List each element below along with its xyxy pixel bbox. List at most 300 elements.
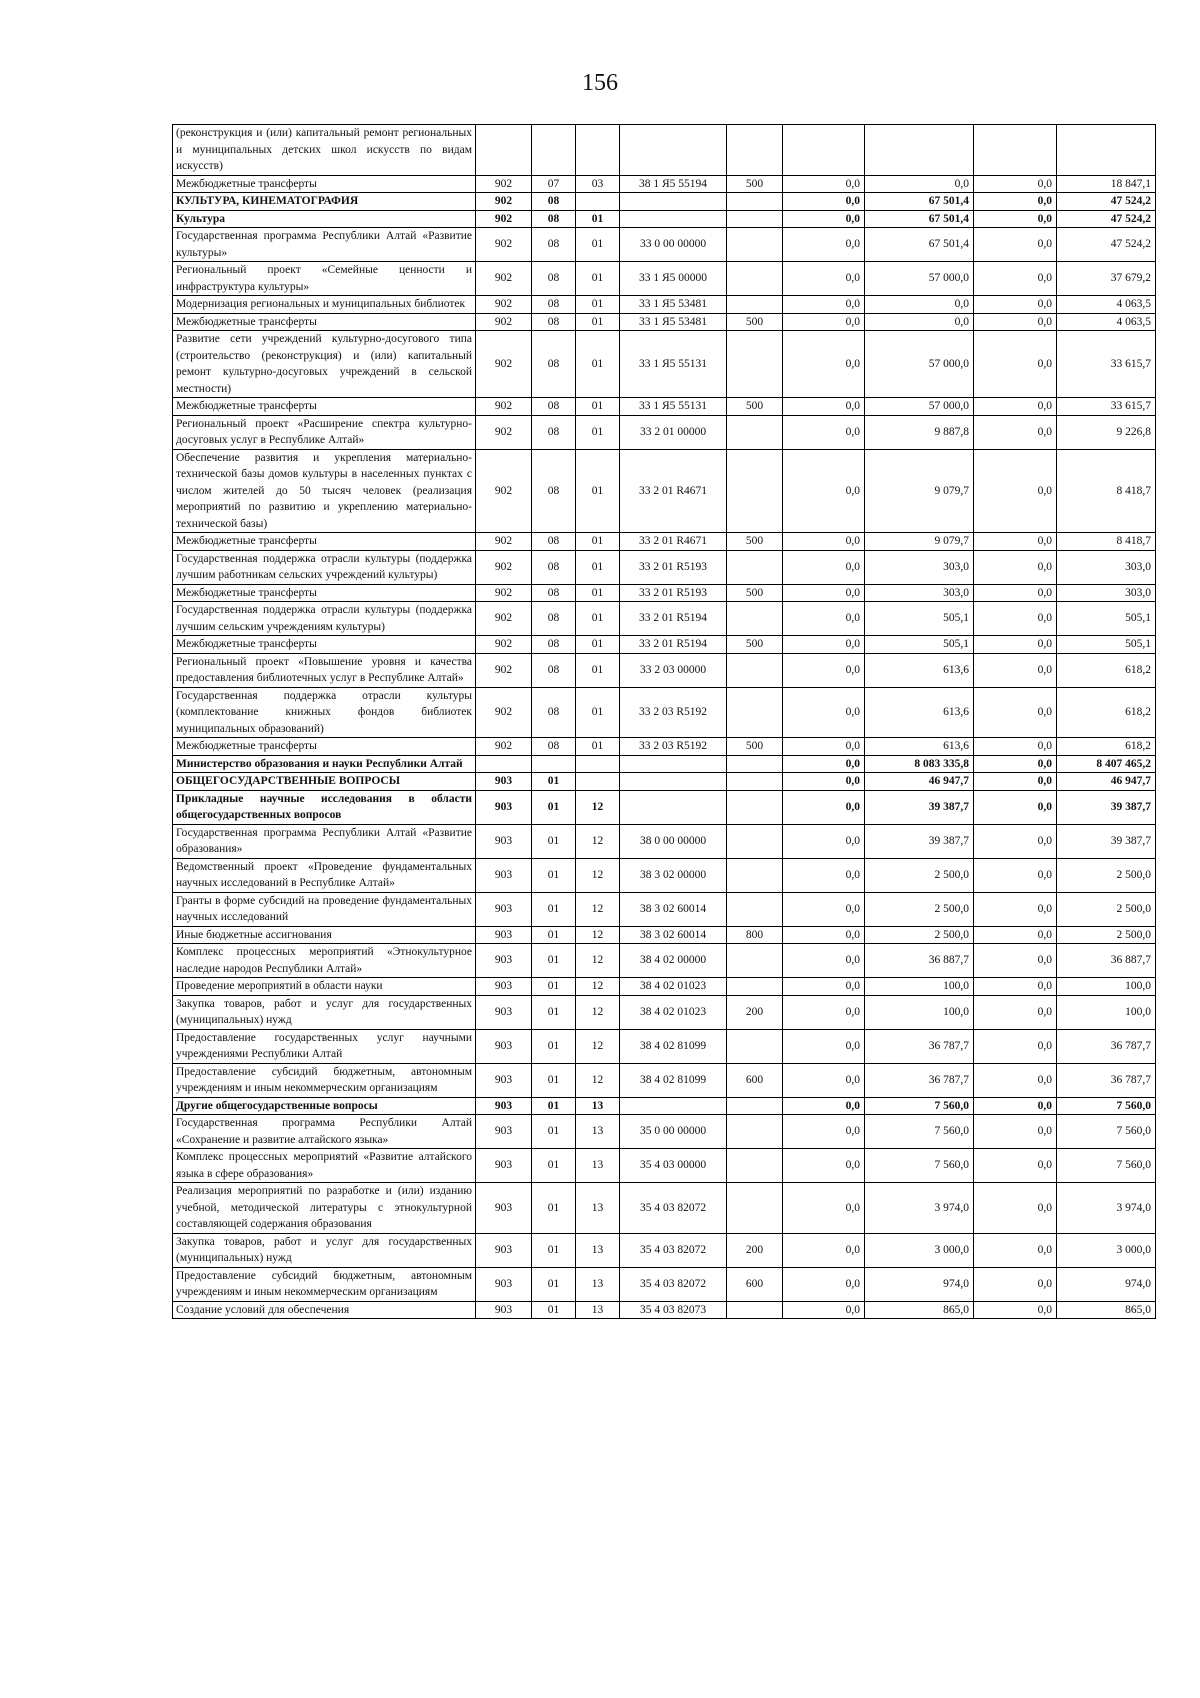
cell-target-article: 33 2 01 R5193 (620, 550, 727, 584)
cell-ministry-code: 903 (476, 892, 532, 926)
cell-amount-4: 36 787,7 (1057, 1063, 1156, 1097)
cell-amount-3: 0,0 (974, 1301, 1057, 1319)
cell-amount-3: 0,0 (974, 755, 1057, 773)
cell-name: Региональный проект «Семейные ценности и инфраструктура культуры» (173, 262, 476, 296)
cell-section: 08 (532, 331, 576, 398)
cell-name: ОБЩЕГОСУДАРСТВЕННЫЕ ВОПРОСЫ (173, 773, 476, 791)
cell-amount-1: 0,0 (783, 210, 865, 228)
cell-amount-4: 303,0 (1057, 550, 1156, 584)
cell-name: Закупка товаров, работ и услуг для государственных (муниципальных) нужд (173, 1233, 476, 1267)
cell-expense-type: 500 (727, 313, 783, 331)
cell-ministry-code: 902 (476, 636, 532, 654)
cell-section (532, 125, 576, 176)
cell-amount-4: 8 418,7 (1057, 449, 1156, 533)
cell-expense-type (727, 1097, 783, 1115)
cell-amount-2: 9 887,8 (865, 415, 974, 449)
table-row (173, 550, 1156, 584)
cell-section (532, 755, 576, 773)
cell-subsection: 13 (576, 1115, 620, 1149)
cell-amount-4: 39 387,7 (1057, 790, 1156, 824)
cell-subsection: 01 (576, 550, 620, 584)
cell-amount-3: 0,0 (974, 1063, 1057, 1097)
cell-subsection (576, 755, 620, 773)
cell-amount-2: 8 083 335,8 (865, 755, 974, 773)
cell-amount-4: 46 947,7 (1057, 773, 1156, 791)
cell-amount-3: 0,0 (974, 175, 1057, 193)
cell-section: 01 (532, 824, 576, 858)
page-number: 156 (582, 70, 618, 96)
cell-subsection: 01 (576, 313, 620, 331)
cell-expense-type: 500 (727, 398, 783, 416)
cell-section: 08 (532, 602, 576, 636)
cell-target-article (620, 210, 727, 228)
cell-amount-2: 36 787,7 (865, 1063, 974, 1097)
cell-expense-type (727, 602, 783, 636)
cell-name: Государственная поддержка отрасли культуры (поддержка лучшим сельским учреждениям культуры) (173, 602, 476, 636)
table-row (173, 533, 1156, 551)
cell-subsection: 01 (576, 228, 620, 262)
cell-amount-1: 0,0 (783, 228, 865, 262)
cell-subsection: 12 (576, 858, 620, 892)
cell-section: 08 (532, 228, 576, 262)
cell-amount-2: 67 501,4 (865, 228, 974, 262)
cell-name: Создание условий для обеспечения (173, 1301, 476, 1319)
cell-amount-2: 0,0 (865, 313, 974, 331)
cell-amount-3: 0,0 (974, 995, 1057, 1029)
cell-name: Межбюджетные трансферты (173, 313, 476, 331)
cell-amount-1: 0,0 (783, 398, 865, 416)
cell-expense-type (727, 687, 783, 738)
cell-name: Культура (173, 210, 476, 228)
cell-section: 01 (532, 1149, 576, 1183)
table-row (173, 773, 1156, 791)
cell-amount-4: 2 500,0 (1057, 858, 1156, 892)
cell-target-article: 38 3 02 60014 (620, 926, 727, 944)
cell-expense-type (727, 978, 783, 996)
cell-amount-4: 2 500,0 (1057, 892, 1156, 926)
cell-target-article: 38 4 02 81099 (620, 1029, 727, 1063)
cell-expense-type: 500 (727, 533, 783, 551)
cell-amount-3: 0,0 (974, 313, 1057, 331)
table-row (173, 331, 1156, 398)
cell-ministry-code: 902 (476, 296, 532, 314)
table-row (173, 210, 1156, 228)
cell-subsection: 01 (576, 210, 620, 228)
cell-target-article: 33 2 01 R4671 (620, 449, 727, 533)
cell-amount-1: 0,0 (783, 313, 865, 331)
cell-name: Проведение мероприятий в области науки (173, 978, 476, 996)
cell-amount-4: 3 000,0 (1057, 1233, 1156, 1267)
cell-subsection: 13 (576, 1183, 620, 1234)
cell-subsection: 01 (576, 398, 620, 416)
table-row (173, 944, 1156, 978)
cell-amount-1: 0,0 (783, 193, 865, 211)
cell-target-article: 35 4 03 82072 (620, 1267, 727, 1301)
cell-amount-3: 0,0 (974, 449, 1057, 533)
cell-amount-1: 0,0 (783, 449, 865, 533)
cell-amount-2 (865, 125, 974, 176)
cell-name: Межбюджетные трансферты (173, 175, 476, 193)
cell-amount-4: 618,2 (1057, 738, 1156, 756)
cell-amount-1: 0,0 (783, 415, 865, 449)
cell-amount-1: 0,0 (783, 755, 865, 773)
cell-amount-2: 613,6 (865, 687, 974, 738)
cell-amount-1: 0,0 (783, 1097, 865, 1115)
cell-expense-type (727, 1029, 783, 1063)
cell-subsection: 12 (576, 978, 620, 996)
cell-ministry-code: 902 (476, 262, 532, 296)
cell-amount-1 (783, 125, 865, 176)
cell-ministry-code: 903 (476, 1267, 532, 1301)
cell-amount-4: 100,0 (1057, 995, 1156, 1029)
cell-amount-1: 0,0 (783, 926, 865, 944)
cell-amount-1: 0,0 (783, 653, 865, 687)
table-row (173, 1149, 1156, 1183)
cell-target-article: 35 4 03 00000 (620, 1149, 727, 1183)
cell-amount-4: 2 500,0 (1057, 926, 1156, 944)
cell-amount-2: 7 560,0 (865, 1097, 974, 1115)
cell-name: Межбюджетные трансферты (173, 636, 476, 654)
cell-name: Закупка товаров, работ и услуг для государственных (муниципальных) нужд (173, 995, 476, 1029)
cell-name: Межбюджетные трансферты (173, 533, 476, 551)
cell-section: 08 (532, 687, 576, 738)
table-row (173, 228, 1156, 262)
cell-amount-3: 0,0 (974, 1149, 1057, 1183)
cell-amount-4: 8 407 465,2 (1057, 755, 1156, 773)
cell-amount-3: 0,0 (974, 636, 1057, 654)
cell-subsection: 13 (576, 1301, 620, 1319)
cell-expense-type (727, 228, 783, 262)
cell-target-article: 33 0 00 00000 (620, 228, 727, 262)
cell-amount-2: 3 000,0 (865, 1233, 974, 1267)
cell-target-article: 35 0 00 00000 (620, 1115, 727, 1149)
cell-amount-1: 0,0 (783, 175, 865, 193)
cell-amount-4: 505,1 (1057, 602, 1156, 636)
table-row (173, 584, 1156, 602)
cell-subsection: 01 (576, 602, 620, 636)
cell-target-article: 38 4 02 01023 (620, 995, 727, 1029)
cell-ministry-code: 903 (476, 1149, 532, 1183)
cell-section: 08 (532, 533, 576, 551)
table-row (173, 193, 1156, 211)
cell-amount-4: 47 524,2 (1057, 193, 1156, 211)
cell-amount-4: 4 063,5 (1057, 296, 1156, 314)
cell-amount-4: 303,0 (1057, 584, 1156, 602)
cell-ministry-code: 903 (476, 773, 532, 791)
cell-amount-4: 505,1 (1057, 636, 1156, 654)
cell-amount-2: 505,1 (865, 602, 974, 636)
cell-section: 08 (532, 313, 576, 331)
cell-target-article: 33 2 01 00000 (620, 415, 727, 449)
cell-amount-4: 37 679,2 (1057, 262, 1156, 296)
cell-ministry-code: 903 (476, 1115, 532, 1149)
cell-amount-4: 618,2 (1057, 687, 1156, 738)
cell-ministry-code: 902 (476, 738, 532, 756)
cell-target-article: 33 2 03 R5192 (620, 738, 727, 756)
cell-section: 01 (532, 1097, 576, 1115)
cell-amount-2: 2 500,0 (865, 892, 974, 926)
cell-amount-2: 7 560,0 (865, 1115, 974, 1149)
cell-ministry-code (476, 125, 532, 176)
cell-expense-type (727, 415, 783, 449)
cell-amount-4: 100,0 (1057, 978, 1156, 996)
cell-target-article: 38 4 02 01023 (620, 978, 727, 996)
cell-section: 01 (532, 1029, 576, 1063)
cell-amount-1: 0,0 (783, 790, 865, 824)
cell-amount-1: 0,0 (783, 296, 865, 314)
cell-amount-2: 9 079,7 (865, 533, 974, 551)
cell-amount-3: 0,0 (974, 944, 1057, 978)
cell-ministry-code: 902 (476, 210, 532, 228)
cell-name: Межбюджетные трансферты (173, 584, 476, 602)
cell-target-article: 33 2 03 R5192 (620, 687, 727, 738)
cell-amount-3: 0,0 (974, 773, 1057, 791)
cell-amount-1: 0,0 (783, 602, 865, 636)
cell-subsection: 12 (576, 790, 620, 824)
cell-section: 01 (532, 1301, 576, 1319)
cell-target-article: 33 1 Я5 53481 (620, 296, 727, 314)
cell-amount-2: 865,0 (865, 1301, 974, 1319)
cell-ministry-code: 902 (476, 584, 532, 602)
cell-subsection: 01 (576, 415, 620, 449)
cell-ministry-code: 902 (476, 533, 532, 551)
cell-ministry-code: 903 (476, 858, 532, 892)
cell-target-article: 38 4 02 81099 (620, 1063, 727, 1097)
cell-subsection: 01 (576, 636, 620, 654)
cell-ministry-code: 903 (476, 995, 532, 1029)
cell-target-article (620, 773, 727, 791)
cell-expense-type (727, 790, 783, 824)
cell-amount-3: 0,0 (974, 210, 1057, 228)
cell-subsection: 12 (576, 1029, 620, 1063)
cell-section: 08 (532, 738, 576, 756)
cell-expense-type (727, 449, 783, 533)
cell-ministry-code: 903 (476, 1301, 532, 1319)
cell-subsection (576, 125, 620, 176)
cell-section: 01 (532, 1183, 576, 1234)
table-row (173, 755, 1156, 773)
cell-section: 01 (532, 1115, 576, 1149)
cell-subsection: 01 (576, 533, 620, 551)
cell-subsection (576, 193, 620, 211)
cell-amount-3: 0,0 (974, 415, 1057, 449)
cell-section: 01 (532, 1233, 576, 1267)
cell-amount-4: 8 418,7 (1057, 533, 1156, 551)
cell-name: Обеспечение развития и укрепления материально-технической базы домов культуры в населенных пунктах с числом жителей до 50 тысяч человек (реализация мероприятий по развитию и укреплению материально-технической базы) (173, 449, 476, 533)
cell-target-article: 38 1 Я5 55194 (620, 175, 727, 193)
cell-expense-type: 500 (727, 738, 783, 756)
cell-name: Государственная поддержка отрасли культуры (поддержка лучшим работникам сельских учреждений культуры) (173, 550, 476, 584)
cell-expense-type: 200 (727, 995, 783, 1029)
cell-amount-4: 974,0 (1057, 1267, 1156, 1301)
cell-name: Государственная программа Республики Алтай «Развитие культуры» (173, 228, 476, 262)
cell-expense-type: 200 (727, 1233, 783, 1267)
cell-target-article (620, 1097, 727, 1115)
cell-amount-2: 39 387,7 (865, 790, 974, 824)
table-row (173, 296, 1156, 314)
cell-section: 08 (532, 398, 576, 416)
table-row (173, 653, 1156, 687)
cell-expense-type (727, 1183, 783, 1234)
cell-expense-type (727, 296, 783, 314)
cell-expense-type: 800 (727, 926, 783, 944)
cell-amount-3: 0,0 (974, 262, 1057, 296)
cell-expense-type (727, 550, 783, 584)
cell-amount-4: 33 615,7 (1057, 331, 1156, 398)
cell-amount-3: 0,0 (974, 1183, 1057, 1234)
cell-amount-1: 0,0 (783, 1029, 865, 1063)
cell-target-article: 33 2 03 00000 (620, 653, 727, 687)
cell-target-article (620, 193, 727, 211)
cell-subsection: 01 (576, 687, 620, 738)
cell-amount-2: 36 887,7 (865, 944, 974, 978)
cell-name: Предоставление субсидий бюджетным, автономным учреждениям и иным некоммерческим организациям (173, 1267, 476, 1301)
cell-amount-4 (1057, 125, 1156, 176)
cell-name: Иные бюджетные ассигнования (173, 926, 476, 944)
table-row (173, 449, 1156, 533)
cell-section: 01 (532, 944, 576, 978)
cell-subsection: 13 (576, 1097, 620, 1115)
cell-ministry-code: 902 (476, 228, 532, 262)
cell-amount-3: 0,0 (974, 228, 1057, 262)
cell-name: Комплекс процессных мероприятий «Этнокультурное наследие народов Республики Алтай» (173, 944, 476, 978)
cell-amount-3: 0,0 (974, 892, 1057, 926)
cell-name: Развитие сети учреждений культурно-досугового типа (строительство (реконструкция) и (или) капитальный ремонт культурно-досуговых учреждений в сельской местности) (173, 331, 476, 398)
cell-expense-type: 600 (727, 1267, 783, 1301)
cell-amount-4: 39 387,7 (1057, 824, 1156, 858)
cell-section: 01 (532, 773, 576, 791)
cell-name: Прикладные научные исследования в области общегосударственных вопросов (173, 790, 476, 824)
cell-amount-1: 0,0 (783, 738, 865, 756)
cell-amount-1: 0,0 (783, 1183, 865, 1234)
cell-amount-3: 0,0 (974, 926, 1057, 944)
cell-amount-4: 47 524,2 (1057, 228, 1156, 262)
cell-amount-3: 0,0 (974, 1233, 1057, 1267)
cell-section: 08 (532, 210, 576, 228)
cell-amount-4: 33 615,7 (1057, 398, 1156, 416)
cell-target-article: 33 1 Я5 53481 (620, 313, 727, 331)
cell-ministry-code: 902 (476, 175, 532, 193)
cell-name: Ведомственный проект «Проведение фундаментальных научных исследований в Республике Алтай» (173, 858, 476, 892)
cell-ministry-code: 902 (476, 415, 532, 449)
cell-amount-2: 57 000,0 (865, 331, 974, 398)
cell-expense-type (727, 824, 783, 858)
cell-ministry-code: 903 (476, 790, 532, 824)
cell-name: Региональный проект «Расширение спектра культурно-досуговых услуг в Республике Алтай» (173, 415, 476, 449)
cell-ministry-code: 903 (476, 944, 532, 978)
cell-name: Другие общегосударственные вопросы (173, 1097, 476, 1115)
cell-amount-3: 0,0 (974, 1267, 1057, 1301)
cell-subsection: 12 (576, 892, 620, 926)
cell-name: (реконструкция и (или) капитальный ремонт региональных и муниципальных детских школ искусств по видам искусств) (173, 125, 476, 176)
cell-subsection: 13 (576, 1233, 620, 1267)
table-row (173, 313, 1156, 331)
cell-amount-1: 0,0 (783, 584, 865, 602)
cell-amount-3: 0,0 (974, 1115, 1057, 1149)
cell-expense-type (727, 331, 783, 398)
cell-target-article (620, 755, 727, 773)
cell-ministry-code: 902 (476, 602, 532, 636)
table-row (173, 1183, 1156, 1234)
cell-amount-3 (974, 125, 1057, 176)
table-row (173, 1301, 1156, 1319)
cell-name: Государственная программа Республики Алтай «Развитие образования» (173, 824, 476, 858)
cell-subsection: 01 (576, 738, 620, 756)
table-row (173, 1267, 1156, 1301)
cell-section: 08 (532, 296, 576, 314)
cell-name: Предоставление субсидий бюджетным, автономным учреждениям и иным некоммерческим организациям (173, 1063, 476, 1097)
cell-name: Межбюджетные трансферты (173, 398, 476, 416)
budget-table (172, 124, 1156, 1319)
cell-subsection: 01 (576, 653, 620, 687)
cell-expense-type (727, 773, 783, 791)
cell-subsection: 12 (576, 944, 620, 978)
cell-amount-1: 0,0 (783, 1267, 865, 1301)
cell-section: 08 (532, 449, 576, 533)
cell-name: Модернизация региональных и муниципальных библиотек (173, 296, 476, 314)
cell-ministry-code: 902 (476, 687, 532, 738)
cell-amount-4: 618,2 (1057, 653, 1156, 687)
cell-expense-type: 600 (727, 1063, 783, 1097)
cell-target-article: 35 4 03 82073 (620, 1301, 727, 1319)
cell-name: Государственная программа Республики Алтай «Сохранение и развитие алтайского языка» (173, 1115, 476, 1149)
table-row (173, 398, 1156, 416)
cell-ministry-code: 902 (476, 398, 532, 416)
cell-target-article: 38 3 02 60014 (620, 892, 727, 926)
cell-name: Гранты в форме субсидий на проведение фундаментальных научных исследований (173, 892, 476, 926)
cell-section: 08 (532, 262, 576, 296)
table-row (173, 415, 1156, 449)
cell-amount-3: 0,0 (974, 398, 1057, 416)
cell-amount-2: 613,6 (865, 738, 974, 756)
cell-amount-1: 0,0 (783, 331, 865, 398)
cell-amount-1: 0,0 (783, 858, 865, 892)
cell-ministry-code: 903 (476, 926, 532, 944)
cell-ministry-code: 902 (476, 313, 532, 331)
cell-amount-2: 303,0 (865, 550, 974, 584)
cell-expense-type (727, 262, 783, 296)
cell-amount-4: 18 847,1 (1057, 175, 1156, 193)
cell-subsection: 03 (576, 175, 620, 193)
cell-expense-type (727, 1149, 783, 1183)
cell-amount-2: 505,1 (865, 636, 974, 654)
cell-subsection: 01 (576, 331, 620, 398)
cell-amount-2: 0,0 (865, 296, 974, 314)
cell-subsection: 12 (576, 995, 620, 1029)
cell-section: 01 (532, 790, 576, 824)
table-row (173, 1233, 1156, 1267)
cell-expense-type (727, 1301, 783, 1319)
cell-section: 01 (532, 995, 576, 1029)
cell-expense-type (727, 193, 783, 211)
cell-amount-1: 0,0 (783, 773, 865, 791)
cell-expense-type: 500 (727, 584, 783, 602)
cell-target-article: 33 1 Я5 00000 (620, 262, 727, 296)
cell-subsection: 12 (576, 1063, 620, 1097)
cell-amount-2: 67 501,4 (865, 210, 974, 228)
cell-amount-2: 3 974,0 (865, 1183, 974, 1234)
cell-amount-2: 57 000,0 (865, 262, 974, 296)
cell-amount-4: 7 560,0 (1057, 1097, 1156, 1115)
cell-target-article: 33 1 Я5 55131 (620, 331, 727, 398)
cell-ministry-code: 903 (476, 1097, 532, 1115)
cell-amount-3: 0,0 (974, 584, 1057, 602)
cell-amount-1: 0,0 (783, 1301, 865, 1319)
cell-amount-4: 36 787,7 (1057, 1029, 1156, 1063)
cell-subsection: 12 (576, 824, 620, 858)
cell-amount-3: 0,0 (974, 824, 1057, 858)
table-body (173, 125, 1156, 1319)
